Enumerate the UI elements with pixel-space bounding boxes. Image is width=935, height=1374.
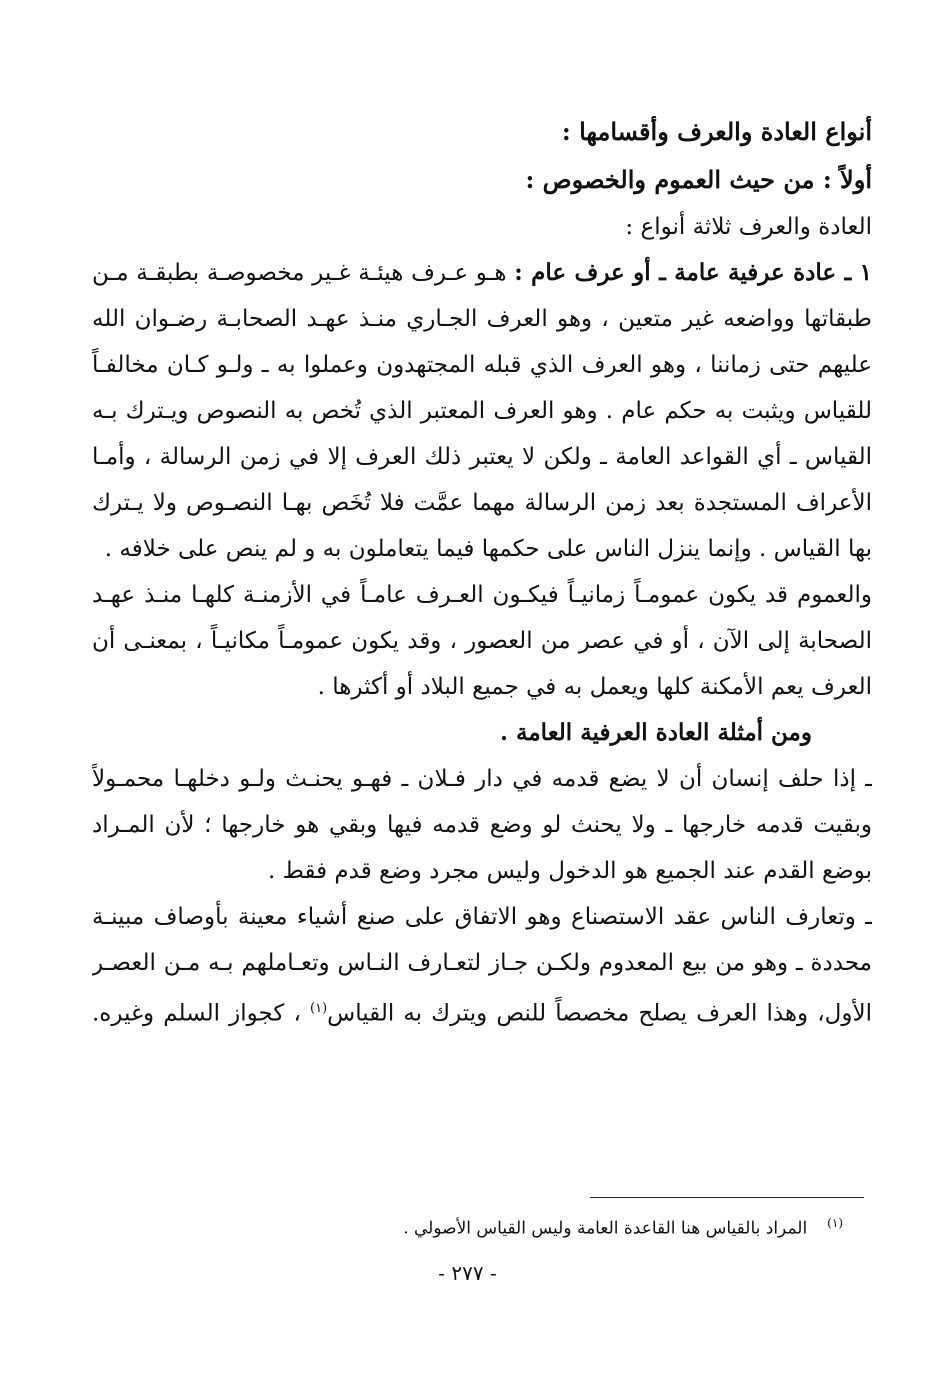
paragraph-line: العرف يعم الأمكنة كلها ويعمل به في جميع البلاد أو أكثرها .	[317, 674, 872, 700]
example-line: وبقيت قدمه خارجها ـ ولا يحنث لو وضع قدمه فيها وبقي هو خارجها ؛ لأن المـراد	[92, 812, 872, 838]
footnote-divider	[590, 1197, 864, 1198]
examples-heading: ومن أمثلة العادة العرفية العامة .	[500, 719, 812, 746]
paragraph-line: بها القياس . وإنما ينزل الناس على حكمها فيما يتعاملون به و لم ينص على خلافه .	[104, 536, 872, 562]
paragraph-line: عليهم حتى زماننا ، وهو العرف الذي قبله المجتهدون وعملوا به ـ ولـو كـان مخالفـاً	[92, 352, 872, 378]
subsection-heading: أولاً : من حيث العموم والخصوص :	[525, 165, 872, 194]
paragraph-line: والعموم قد يكون عمومـاً زمانيـاً فيكـون العـرف عامـاً في الأزمنـة كلهـا منـذ عهـد	[92, 582, 872, 608]
item-title: ١ ـ عادة عرفية عامة ـ أو عرف عام :	[514, 259, 872, 286]
footnote-reference[interactable]: (١)	[310, 1001, 328, 1016]
item-title-rest: هـو عـرف هيئـة غـير مخصوصـة بطبقـة مـن	[92, 260, 507, 286]
example-line: بوضع القدم عند الجميع هو الدخول وليس مجرد وضع قدم فقط .	[267, 858, 872, 884]
last-line-end: ، كجواز السلم وغيره.	[92, 1000, 301, 1027]
page-body	[92, 108, 872, 1032]
intro-line: العادة والعرف ثلاثة أنواع :	[625, 214, 872, 240]
paragraph-line: القياس ـ أي القواعد العامة ـ ولكن لا يعتبر ذلك العرف إلا في زمن الرسالة ، وأمـا	[92, 444, 872, 470]
paragraph-line: للقياس ويثبت به حكم عام . وهو العرف المعتبر الذي تُخص به النصوص ويـترك بـه	[92, 398, 872, 424]
example-line: ـ إذا حلف إنسان أن لا يضع قدمه في دار فـلان ـ فهـو يحنـث ولـو دخلهـا محمـولاً	[92, 766, 872, 792]
paragraph-line: طبقاتها وواضعه غير متعين ، وهو العرف الجـاري منـذ عهـد الصحابـة رضـوان الله	[92, 306, 872, 332]
section-heading: أنواع العادة والعرف وأقسامها :	[561, 117, 872, 146]
footnote-marker: (١)	[827, 1216, 843, 1230]
page-number: - ٢٧٧ -	[438, 1261, 497, 1285]
last-line-start: الأول، وهذا العرف يصلح مخصصاً للنص ويترك به القياس	[327, 1000, 872, 1027]
paragraph-line: الصحابة إلى الآن ، أو في عصر من العصور ، وقد يكون عمومـاً مكانيـاً ، بمعنـى أن	[92, 628, 872, 654]
paragraph-line: الأعراف المستجدة بعد زمن الرسالة مهما عمَّت فلا تُخَص بهـا النصـوص ولا يـترك	[92, 490, 872, 516]
footnote-text: المراد بالقياس هنا القاعدة العامة وليس القياس الأصولي .	[403, 1218, 808, 1239]
footnote	[143, 1208, 843, 1244]
example-line	[92, 986, 872, 1032]
example-line: ـ وتعارف الناس عقد الاستصناع وهو الاتفاق على صنع أشياء معينة بأوصاف مبينـة	[92, 904, 872, 930]
paragraph-line	[92, 250, 872, 296]
example-line: محددة ـ وهو من بيع المعدوم ولكـن جـاز لتعـارف النـاس وتعـاملهم بـه مـن العصـر	[92, 950, 872, 976]
